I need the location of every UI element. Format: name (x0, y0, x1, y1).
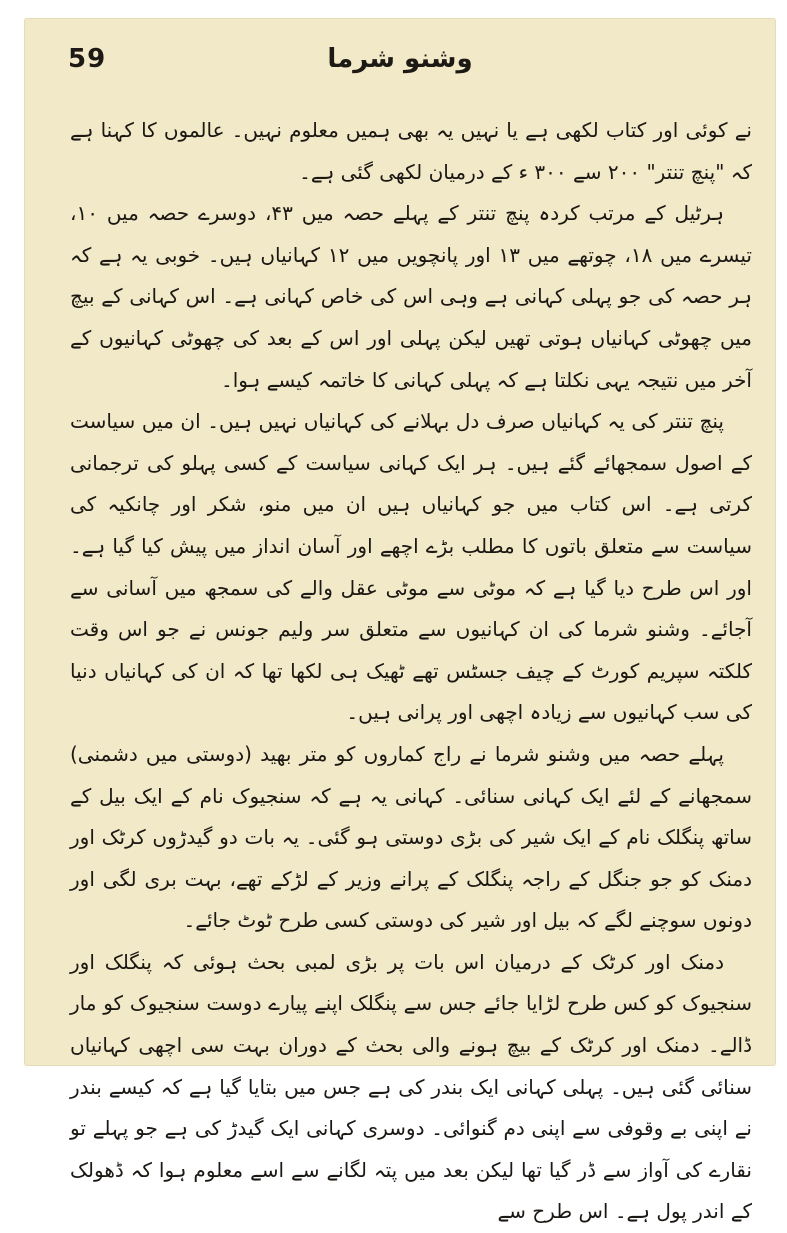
page-number: 59 (68, 44, 107, 74)
paragraph-2: ہرٹیل کے مرتب کردہ پنچ تنتر کے پہلے حصہ میں ۴۳، دوسرے حصہ میں ۱۰، تیسرے میں ۱۸، چوتھے میں ۱۳ اور پانچویں میں ۱۲ کہانیاں ہیں۔ خوبی یہ ہے کہ ہر حصہ کی جو پہلی کہانی ہے وہی اس کی خاص کہانی ہے۔ اس کہانی کے بیچ میں چھوٹی کہانیاں ہوتی تھیں لیکن پہلی اور اس کے بعد کی چھوٹی کہانیوں کے آخر میں نتیجہ یہی نکلتا ہے کہ پہلی کہانی کا خاتمہ کیسے ہوا۔ (70, 201, 752, 392)
paragraph-5: دمنک اور کرٹک کے درمیان اس بات پر بڑی لمبی بحث ہوئی کہ پنگلک اور سنجیوک کو کس طرح لڑایا جائے جس سے پنگلک اپنے پیارے دوست سنجیوک کو مار ڈالے۔ دمنک اور کرٹک کے بیچ ہونے والی بحث کے دوران بہت سی اچھی کہانیاں سنائی گئی ہیں۔ پہلی کہانی ایک بندر کی ہے جس میں بتایا گیا ہے کہ کیسے بندر نے اپنی بے وقوفی سے اپنی دم گنوائی۔ دوسری کہانی ایک گیدڑ کی ہے جو پہلے تو نقارے کی آواز سے ڈر گیا تھا لیکن بعد میں پتہ لگانے سے اسے معلوم ہوا کہ ڈھولک کے اندر پول ہے۔ اس طرح سے (70, 949, 752, 1224)
book-page (24, 18, 776, 1224)
paragraph-4: پہلے حصہ میں وشنو شرما نے راج کماروں کو متر بھید (دوستی میں دشمنی) سمجھانے کے لئے ایک کہانی سنائی۔ کہانی یہ ہے کہ سنجیوک نام کے ایک بیل کے ساتھ پنگلک نام کے ایک شیر کی بڑی دوستی ہو گئی۔ یہ بات دو گیدڑوں کرٹک اور دمنک کو جو جنگل کے راجہ پنگلک کے پرانے وزیر کے لڑکے تھے، بہت بری لگی اور دونوں سوچنے لگے کہ بیل اور شیر کی دوستی کسی طرح ٹوٹ جائے۔ (70, 741, 752, 933)
paragraph-3: پنچ تنتر کی یہ کہانیاں صرف دل بہلانے کی کہانیاں نہیں ہیں۔ ان میں سیاست کے اصول سمجھائے گئے ہیں۔ ہر ایک کہانی سیاست کے کسی پہلو کی ترجمانی کرتی ہے۔ اس کتاب میں جو کہانیاں ہیں ان میں منو، شکر اور چانکیہ کی سیاست سے متعلق باتوں کا مطلب بڑے اچھے اور آسان انداز میں پیش کیا گیا ہے۔ اور اس طرح دیا گیا ہے کہ موٹی سے موٹی عقل والے کی سمجھ میں آسانی سے آجائے۔ وشنو شرما کی ان کہانیوں سے متعلق سر ولیم جونس نے جو اس وقت کلکتہ سپریم کورٹ کے چیف جسٹس تھے ٹھیک ہی لکھا تھا کہ ان کی کہانیاں دنیا کی سب کہانیوں سے زیادہ اچھی اور پرانی ہیں۔ (70, 409, 753, 725)
running-header: وشنو شرما (327, 44, 473, 74)
body-text (70, 110, 752, 1233)
paragraph-1: نے کوئی اور کتاب لکھی ہے یا نہیں یہ بھی ہمیں معلوم نہیں۔ عالموں کا کہنا ہے کہ "پنچ تنتر" ۲۰۰ سے ۳۰۰ ء کے درمیان لکھی گئی ہے۔ (70, 118, 752, 184)
